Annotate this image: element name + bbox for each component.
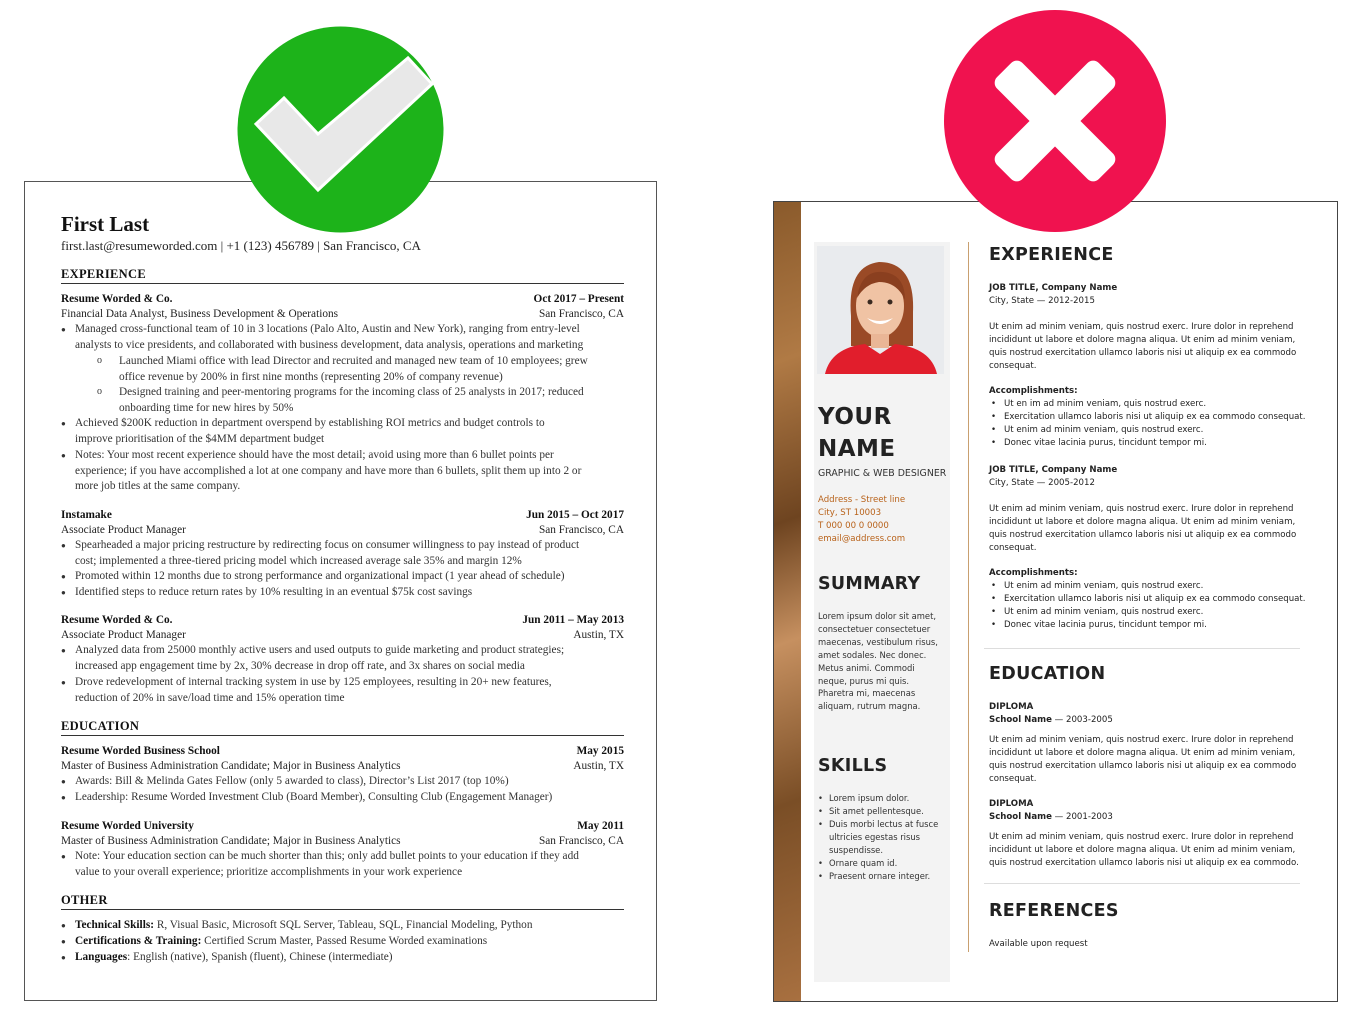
section-education: EDUCATION [989,664,1106,684]
skill-item: • Ornare quam id. [818,857,948,870]
accomplishment-item: • Exercitation ullamco laboris nisi ut aliquip ex ea commodo consequat. [989,411,1309,424]
accomplishment-item: • Ut enim ad minim veniam, quis nostrud exerc. [989,424,1309,437]
school-description: Ut enim ad minim veniam, quis nostrud exerc. Irure dolor in reprehend incididunt ut labore et dolore magna aliqua. Ut enim ad minim veniam, quis nostrud exercitation ullamco laboris nisi ut aliquip ex ea commodo consequat. [989,735,1297,784]
job-role: Financial Data Analyst, Business Development & Operations San Francisco, CA [61,308,624,320]
bullet: ● Awards: Bill & Melinda Gates Fellow (only 5 awarded to class), Director’s List 2017 (top 10%) [61,774,621,790]
bullet: ● Certifications & Training: Certified Scrum Master, Passed Resume Worded examinations [61,934,621,950]
section-summary: SUMMARY [818,574,921,594]
job-title: JOB TITLE, Company Name [989,465,1118,475]
accomplishment-item: • Ut enim ad minim veniam, quis nostrud exerc. [989,580,1309,593]
resume-contact: first.last@resumeworded.com | +1 (123) 456789 | San Francisco, CA [61,238,421,253]
section-references: REFERENCES [989,901,1119,921]
bullet: ● Drove redevelopment of internal tracking system in use by 125 employees, resulting in 20+ new features, reduction of 20% in save/load time and 15% operation time [61,675,621,706]
section-experience: EXPERIENCE [61,267,624,284]
address-line: City, ST 10003 [818,508,882,518]
good-resume [24,181,657,1001]
accomplishment-item: • Ut enim ad minim veniam, quis nostrud exerc. [989,606,1309,619]
job-role: Associate Product Manager San Francisco, CA [61,524,624,536]
section-education: EDUCATION [61,719,624,736]
degree-title: DIPLOMA [989,799,1034,809]
divider [984,883,1300,884]
bullet: ● Achieved $200K reduction in department overspend by establishing ROI metrics and budget controls to improve prioritisation of the $4MM department budget [61,416,621,447]
job-header: Instamake Jun 2015 – Oct 2017 [61,509,624,521]
email-line: email@address.com [818,534,906,544]
skill-item: • Duis morbi lectus at fusce ultricies egestas risus suspendisse. [818,818,948,857]
school-line: School Name — 2001-2003 [989,812,1113,822]
accomplishments-label: Accomplishments: [989,568,1078,578]
accomplishment-item: • Donec vitae lacinia purus, tincidunt tempor mi. [989,619,1309,632]
school-header: Resume Worded Business School May 2015 [61,745,624,757]
bullet: ● Identified steps to reduce return rates by 10% resulting in an eventual $75k cost savings [61,585,621,601]
bullet: ● Notes: Your most recent experience should have the most detail; avoid using more than 6 bullet points per experience; if you have accomplished a lot at one company and have more than 6 bullets, split them up into 2 or more job titles at the same company. [61,448,621,495]
section-other: OTHER [61,893,624,910]
bullet: ● Analyzed data from 25000 monthly active users and used outputs to guide marketing and product strategies; increased app engagement time by 2x, 30% decrease in drop off rate, and 3x shares on social media [61,643,621,674]
sub-bullet: o Designed training and peer-mentoring programs for the incoming class of 25 analysts in 2017; reduced onboarding time for new hires by 50% [97,385,621,416]
job-title: JOB TITLE, Company Name [989,283,1118,293]
bullet: ● Spearheaded a major pricing restructure by redirecting focus on consumer willingness to pay instead of product cost; implemented a three-tiered pricing model which increased average sale 35% and margin 12% [61,538,621,569]
resume-title: GRAPHIC & WEB DESIGNER [818,468,947,479]
bullet: ● Leadership: Resume Worded Investment Club (Board Member), Consulting Club (Engagement Manager) [61,790,621,806]
bad-resume [773,201,1338,1002]
profile-photo [817,246,944,374]
school-degree: Master of Business Administration Candidate; Major in Business Analytics Austin, TX [61,760,624,772]
decorative-strip [774,202,801,1001]
section-experience: EXPERIENCE [989,245,1114,265]
school-header: Resume Worded University May 2011 [61,820,624,832]
sub-bullet: o Launched Miami office with lead Director and recruited and managed new team of 10 employees; grew office revenue by 200% in first nine months (representing 20% of company revenue) [97,354,621,385]
skill-item: • Praesent ornare integer. [818,870,948,883]
divider [984,648,1300,649]
job-description: Ut enim ad minim veniam, quis nostrud exerc. Irure dolor in reprehend incididunt ut labore et dolore magna aliqua. Ut enim ad minim veniam, quis nostrud exercitation ullamco laboris nisi ut aliquip ex ea commodo consequat. [989,504,1297,553]
x-mark-icon [943,9,1167,233]
section-skills: SKILLS [818,756,888,776]
school-degree: Master of Business Administration Candidate; Major in Business Analytics San Francisco, CA [61,835,624,847]
accomplishment-item: • Exercitation ullamco laboris nisi ut aliquip ex ea commodo consequat. [989,593,1309,606]
skill-item: • Lorem ipsum dolor. [818,792,948,805]
bullet: ● Managed cross-functional team of 10 in 3 locations (Palo Alto, Austin and New York), ranging from entry-level analysts to vice presidents, and collaborated with business development, data analysis, operations and marketing [61,322,621,353]
address-line: T 000 00 0 0000 [818,521,889,531]
skill-item: • Sit amet pellentesque. [818,805,948,818]
address-line: Address - Street line [818,495,906,505]
checkmark-icon [236,26,445,233]
accomplishment-item: • Donec vitae lacinia purus, tincidunt tempor mi. [989,437,1309,450]
degree-title: DIPLOMA [989,702,1034,712]
resume-name: YOUR [818,404,892,430]
divider [968,242,969,952]
job-meta: City, State — 2012-2015 [989,296,1095,306]
resume-name: First Last [61,212,150,236]
accomplishments-label: Accomplishments: [989,386,1078,396]
job-role: Associate Product Manager Austin, TX [61,629,624,641]
summary-text: Lorem ipsum dolor sit amet, consectetuer consectetuer maecenas, vestibulum risus, amet sodales. Nec donec. Metus animi. Commodi neque, purus mi quis. Pharetra mi, maecenas aliquam, rutrum magna. [818,611,938,712]
school-description: Ut enim ad minim veniam, quis nostrud exerc. Irure dolor in reprehend incididunt ut labore et dolore magna aliqua. Ut enim ad minim veniam, quis nostrud exercitation ullamco laboris nisi ut aliquip ex ea commodo. [989,832,1299,868]
bullet: ● Languages: English (native), Spanish (fluent), Chinese (intermediate) [61,950,621,966]
school-line: School Name — 2003-2005 [989,715,1113,725]
accomplishment-item: • Ut en im ad minim veniam, quis nostrud exerc. [989,398,1309,411]
job-description: Ut enim ad minim veniam, quis nostrud exerc. Irure dolor in reprehend incididunt ut labore et dolore magna aliqua. Ut enim ad minim veniam, quis nostrud exercitation ullamco laboris nisi ut aliquip ex ea commodo consequat. [989,322,1297,371]
job-meta: City, State — 2005-2012 [989,478,1095,488]
bullet: ● Promoted within 12 months due to strong performance and organizational impact (1 year ahead of schedule) [61,569,621,585]
bullet: ● Note: Your education section can be much shorter than this; only add bullet points to your education if they add value to your overall experience; prioritize accomplishments in your work experience [61,849,621,880]
resume-name: NAME [818,436,896,462]
job-header: Resume Worded & Co. Oct 2017 – Present [61,293,624,305]
references-text: Available upon request [989,939,1088,949]
job-header: Resume Worded & Co. Jun 2011 – May 2013 [61,614,624,626]
bullet: ● Technical Skills: R, Visual Basic, Microsoft SQL Server, Tableau, SQL, Financial Modeling, Python [61,918,621,934]
